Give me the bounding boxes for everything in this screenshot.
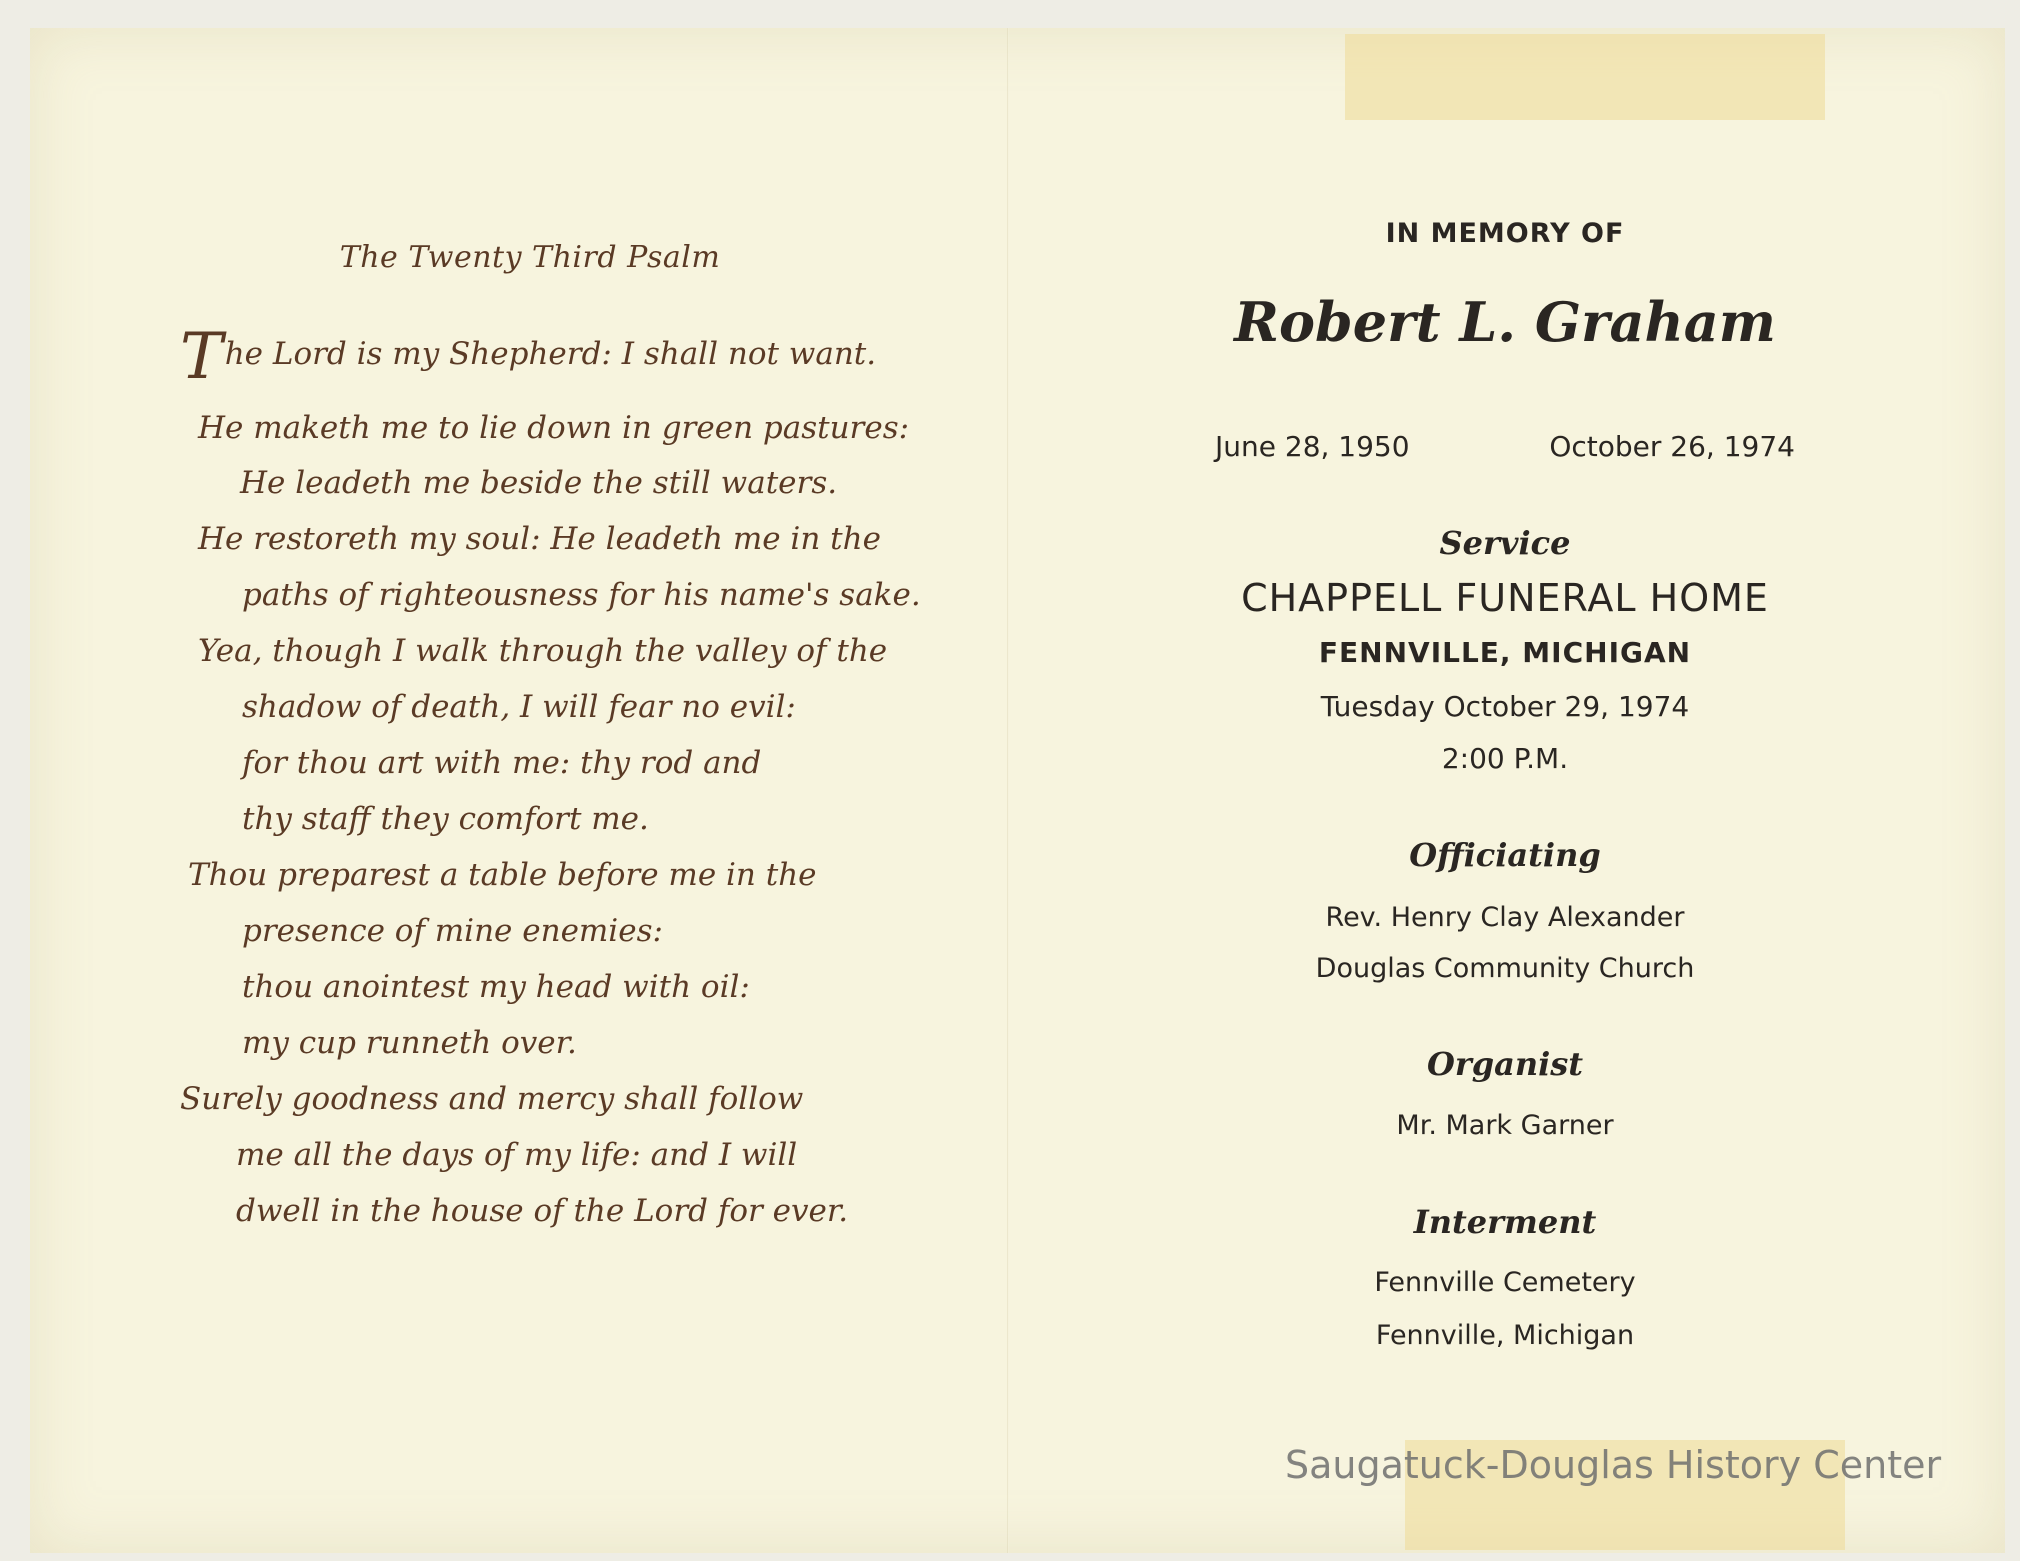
organist-heading: Organist xyxy=(1426,1045,1584,1083)
card-fold xyxy=(1007,28,1009,1553)
psalm-line: Surely goodness and mercy shall follow xyxy=(180,1081,804,1117)
cemetery-city: Fennville, Michigan xyxy=(1375,1320,1635,1351)
psalm-line: The Lord is my Shepherd: I shall not want. xyxy=(180,320,877,394)
psalm-line: He restoreth my soul: He leadeth me in the xyxy=(198,521,881,557)
officiant: Rev. Henry Clay Alexander xyxy=(1325,902,1685,933)
officiant-church: Douglas Community Church xyxy=(1315,953,1695,984)
service-heading: Service xyxy=(1439,524,1571,562)
psalm-title: The Twenty Third Psalm xyxy=(339,240,721,275)
psalm-line: thy staff they comfort me. xyxy=(242,801,649,837)
birth-date: June 28, 1950 xyxy=(1215,430,1410,463)
life-dates xyxy=(1215,430,1795,463)
officiating-heading: Officiating xyxy=(1409,836,1601,874)
psalm-line: dwell in the house of the Lord for ever. xyxy=(236,1193,849,1229)
psalm-line: presence of mine enemies: xyxy=(242,913,663,949)
psalm-line: Yea, though I walk through the valley of the xyxy=(198,633,888,669)
psalm-line: He maketh me to lie down in green pastures: xyxy=(198,410,910,446)
psalm-line: my cup runneth over. xyxy=(242,1025,577,1061)
psalm-line: shadow of death, I will fear no evil: xyxy=(242,689,796,725)
service-date: Tuesday October 29, 1974 xyxy=(1320,690,1690,723)
tape-top xyxy=(1345,34,1825,120)
service-time: 2:00 P.M. xyxy=(1441,742,1569,775)
organist: Mr. Mark Garner xyxy=(1396,1110,1614,1141)
psalm-line: thou anointest my head with oil: xyxy=(242,969,750,1005)
deceased-name: Robert L. Graham xyxy=(1234,290,1776,354)
cemetery: Fennville Cemetery xyxy=(1374,1267,1636,1298)
psalm-drop-cap: T xyxy=(180,320,223,394)
funeral-home-city: FENNVILLE, MICHIGAN xyxy=(1318,636,1692,669)
funeral-home: CHAPPELL FUNERAL HOME xyxy=(1241,576,1769,620)
interment-heading: Interment xyxy=(1413,1203,1597,1241)
in-memory-heading: IN MEMORY OF xyxy=(1385,218,1625,249)
psalm-line: He leadeth me beside the still waters. xyxy=(240,465,838,501)
death-date: October 26, 1974 xyxy=(1549,430,1795,463)
psalm-line: for thou art with me: thy rod and xyxy=(242,745,762,781)
watermark: Saugatuck-Douglas History Center xyxy=(1285,1443,1942,1487)
psalm-line: Thou preparest a table before me in the xyxy=(188,857,817,893)
psalm-line: me all the days of my life: and I will xyxy=(236,1137,798,1173)
psalm-line: paths of righteousness for his name's sake. xyxy=(242,577,921,613)
